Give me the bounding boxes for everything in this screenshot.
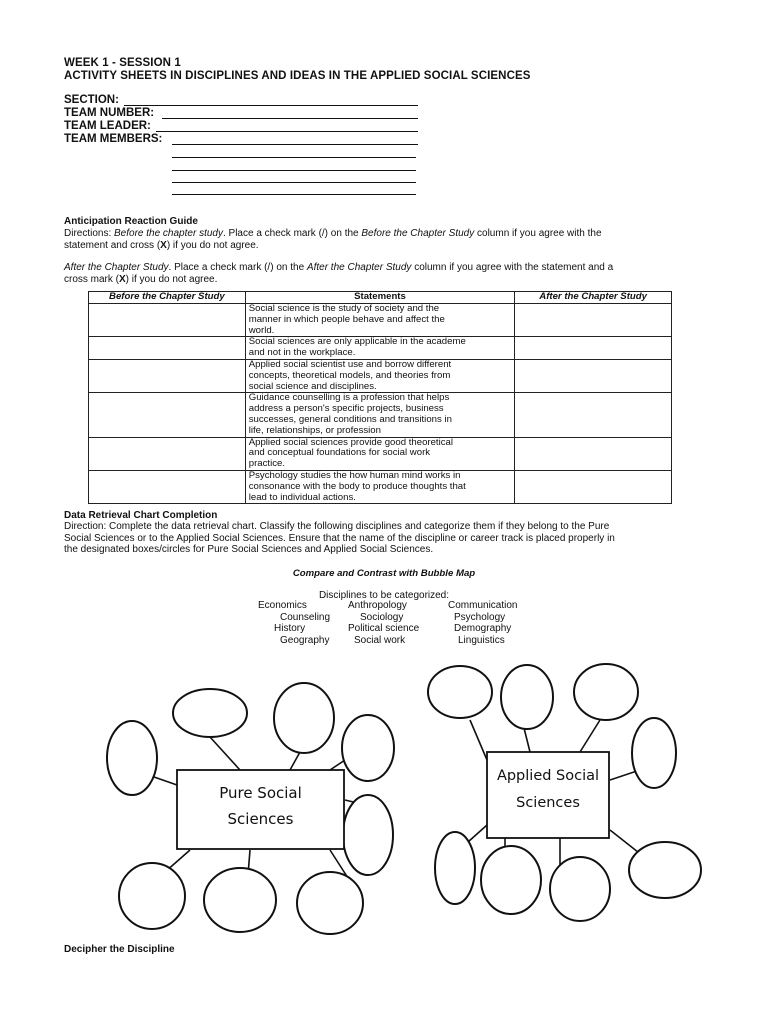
section-field[interactable] [124, 105, 418, 106]
after-cell[interactable] [515, 337, 672, 360]
statement-cell: Guidance counselling is a profession that helps address a person's specific projects, business successes, general conditions and transitions in life, relationships, or profession [245, 393, 515, 437]
statement-cell: Psychology studies the how human mind works in consonance with the body to produce thoughts that lead to individual actions. [245, 470, 515, 503]
team-members-label: TEAM MEMBERS: [64, 133, 163, 145]
table-row [89, 437, 672, 470]
discipline-item: Demography [454, 623, 512, 634]
page-subtitle: ACTIVITY SHEETS IN DISCIPLINES AND IDEAS IN THE APPLIED SOCIAL SCIENCES [64, 70, 531, 82]
pure-social-sciences-label: Pure Social Sciences [219, 784, 302, 828]
bubble-circle [632, 718, 676, 788]
team-number-label: TEAM NUMBER: [64, 107, 155, 119]
bubble-circle [274, 683, 334, 753]
guide-directions-2: After the Chapter Study. Place a check mark (/) on the After the Chapter Study column if you agree with the statement and a cross mark (X) if you do not agree. [64, 262, 614, 285]
before-cell[interactable] [89, 437, 246, 470]
table-row [89, 304, 672, 337]
bubble-maps [0, 650, 768, 940]
before-cell[interactable] [89, 359, 246, 392]
statement-cell: Social science is the study of society and the manner in which people behave and affect the world. [245, 304, 515, 337]
after-cell[interactable] [515, 470, 672, 503]
after-cell[interactable] [515, 359, 672, 392]
discipline-item: Counseling [280, 611, 331, 623]
column-header-statements: Statements [245, 292, 515, 304]
team-member-field[interactable] [172, 182, 416, 183]
bubble-circle [435, 832, 475, 904]
bubble-map-title: Compare and Contrast with Bubble Map [292, 568, 476, 579]
disciplines-list [258, 600, 548, 646]
bubble-circle [481, 846, 541, 914]
discipline-item: History [274, 623, 306, 634]
guide-directions-1: Directions: Before the chapter study. Place a check mark (/) on the Before the Chapter Study column if you agree with the statement and cross (X) if you do not agree. [64, 228, 602, 251]
table-row [89, 393, 672, 437]
team-leader-field[interactable] [156, 131, 418, 132]
column-header-after: After the Chapter Study [515, 292, 672, 304]
team-member-field[interactable] [172, 157, 416, 158]
team-leader-label: TEAM LEADER: [64, 120, 151, 132]
table-row [89, 359, 672, 392]
discipline-item: Social work [354, 634, 406, 646]
team-member-field[interactable] [172, 194, 416, 195]
bubble-circle [629, 842, 701, 898]
discipline-item: Anthropology [348, 600, 407, 611]
before-cell[interactable] [89, 393, 246, 437]
team-member-field[interactable] [172, 170, 416, 171]
table-row [89, 470, 672, 503]
discipline-item: Geography [280, 634, 330, 646]
after-cell[interactable] [515, 437, 672, 470]
bubble-circle [119, 863, 185, 929]
discipline-item: Communication [448, 600, 518, 611]
before-cell[interactable] [89, 304, 246, 337]
team-member-field[interactable] [172, 144, 418, 145]
discipline-item: Political science [348, 623, 420, 634]
section-label: SECTION: [64, 94, 119, 106]
page-title: WEEK 1 - SESSION 1 [64, 57, 181, 69]
decipher-heading: Decipher the Discipline [64, 944, 175, 955]
bubble-circle [501, 665, 553, 729]
discipline-item: Linguistics [458, 634, 505, 646]
bubble-circle [574, 664, 638, 720]
guide-title: Anticipation Reaction Guide [64, 216, 198, 227]
bubble-circle [107, 721, 157, 795]
table-row [89, 337, 672, 360]
column-header-before: Before the Chapter Study [89, 292, 246, 304]
team-number-field[interactable] [162, 118, 418, 119]
after-cell[interactable] [515, 304, 672, 337]
before-cell[interactable] [89, 337, 246, 360]
anticipation-guide-table [88, 291, 672, 504]
bubble-circle [550, 857, 610, 921]
bubble-circle [343, 795, 393, 875]
applied-social-sciences-label: Applied Social Sciences [496, 768, 600, 811]
disciplines-subtitle: Disciplines to be categorized: [318, 590, 450, 601]
statement-cell: Applied social scientist use and borrow different concepts, theoretical models, and theories from social science and disciplines. [245, 359, 515, 392]
discipline-item: Psychology [454, 611, 506, 623]
bubble-circle [342, 715, 394, 781]
after-cell[interactable] [515, 393, 672, 437]
retrieval-directions: Direction: Complete the data retrieval chart. Classify the following disciplines and categorize them if they belong to the Pure Social Sciences or to the Applied Social Sciences. Ensure that the name of the discipline or career track is placed properly in the designated boxes/circles for Pure Social Sciences and Applied Social Sciences. [64, 521, 615, 555]
discipline-item: Sociology [360, 611, 404, 623]
before-cell[interactable] [89, 470, 246, 503]
bubble-circle [297, 872, 363, 934]
discipline-item: Economics [258, 600, 307, 611]
bubble-circle [173, 689, 247, 737]
statement-cell: Applied social sciences provide good theoretical and conceptual foundations for social work practice. [245, 437, 515, 470]
statement-cell: Social sciences are only applicable in the academe and not in the workplace. [245, 337, 515, 360]
bubble-circle [204, 868, 276, 932]
bubble-circle [428, 666, 492, 718]
retrieval-title: Data Retrieval Chart Completion [64, 510, 218, 521]
